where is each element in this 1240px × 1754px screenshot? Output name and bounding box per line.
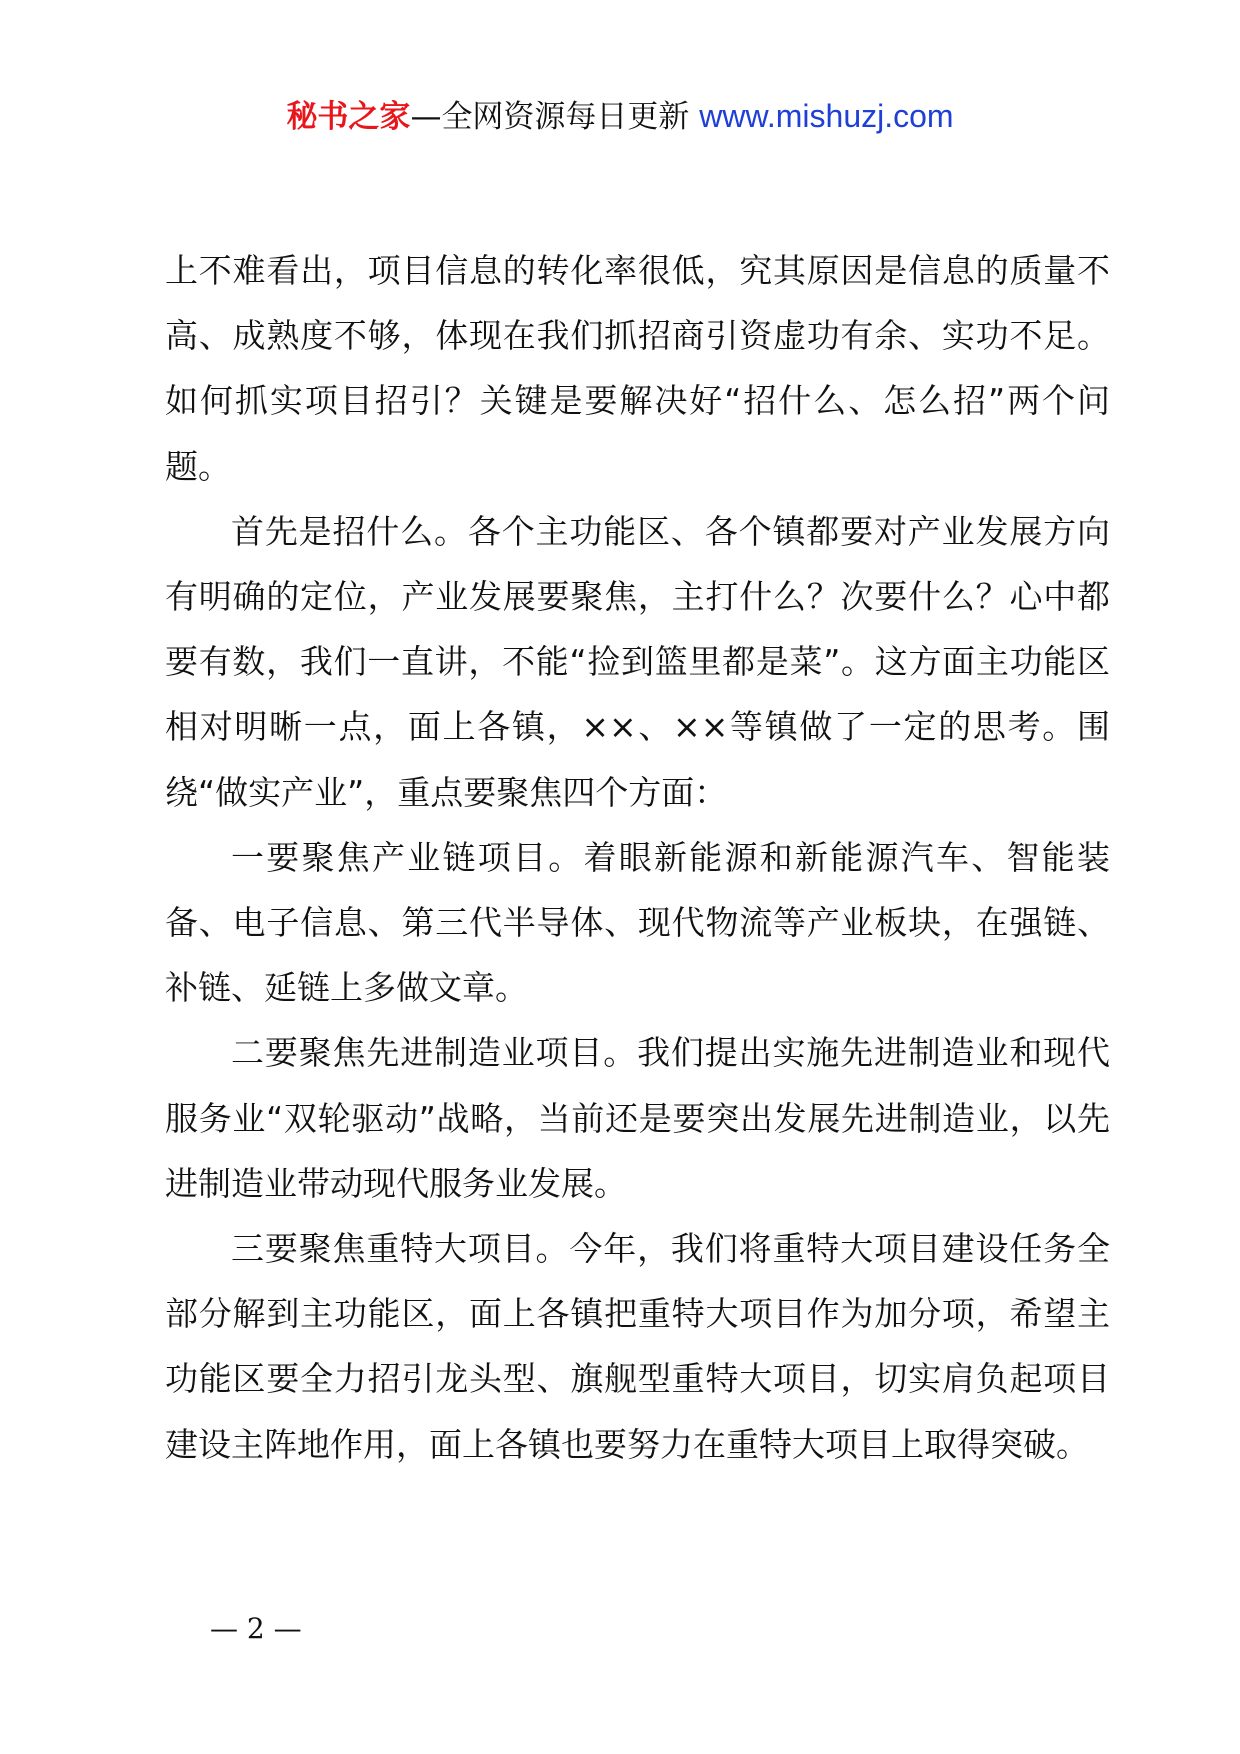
- page-number: — 2 —: [210, 1612, 302, 1645]
- paragraph-2: 首先是招什么。各个主功能区、各个镇都要对产业发展方向有明确的定位，产业发展要聚焦，主打什么？次要什么？心中都要有数，我们一直讲，不能“捡到篮里都是菜”。这方面主功能区相对明晰一点，面上各镇，××、××等镇做了一定的思考。围绕“做实产业”，重点要聚焦四个方面：: [165, 511, 1110, 812]
- paragraph-1: 上不难看出，项目信息的转化率很低，究其原因是信息的质量不高、成熟度不够，体现在我们抓招商引资虚功有余、实功不足。如何抓实项目招引？关键是要解决好“招什么、怎么招”两个问题。: [165, 251, 1110, 486]
- paragraph-5: 三要聚焦重特大项目。今年，我们将重特大项目建设任务全部分解到主功能区，面上各镇把重特大项目作为加分项，希望主功能区要全力招引龙头型、旗舰型重特大项目，切实肩负起项目建设主阵地作用，面上各镇也要努力在重特大项目上取得突破。: [165, 1229, 1110, 1464]
- site-brand: 秘书之家: [286, 99, 411, 135]
- site-url-link[interactable]: www.mishuzj.com: [699, 98, 954, 134]
- site-header: [0, 96, 1240, 137]
- paragraph-3: 一要聚焦产业链项目。着眼新能源和新能源汽车、智能装备、电子信息、第三代半导体、现代物流等产业板块，在强链、补链、延链上多做文章。: [165, 837, 1110, 1008]
- document-body: [165, 238, 1110, 1477]
- site-slogan: —全网资源每日更新: [410, 99, 700, 135]
- paragraph-4: 二要聚焦先进制造业项目。我们提出实施先进制造业和现代服务业“双轮驱动”战略，当前还是要突出发展先进制造业，以先进制造业带动现代服务业发展。: [165, 1033, 1110, 1203]
